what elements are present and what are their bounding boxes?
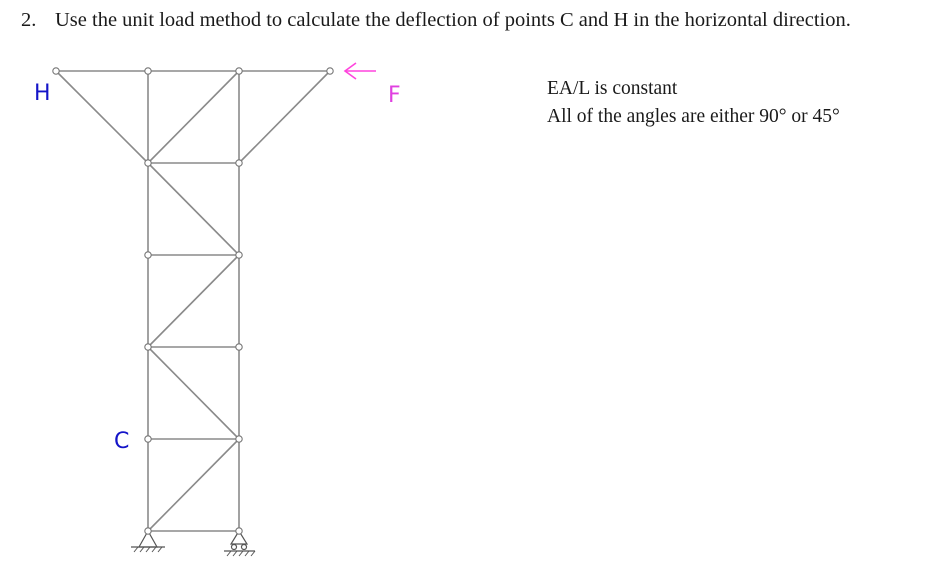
member-diag-1 [148,163,239,255]
member-diag-top-mid [148,71,239,163]
problem-number: 2. [21,9,37,31]
joint-load [327,68,333,74]
member-diag-h [56,71,148,163]
problem-text: Use the unit load method to calculate the deflection of points C and H in the horizontal direction. [55,9,851,31]
note-angles: All of the angles are either 90° or 45° [547,106,840,127]
member-diag-3 [148,347,239,439]
joint [236,344,242,350]
joint [145,344,151,350]
label-c: C [114,429,130,454]
joint-h [53,68,59,74]
label-f: F [388,83,401,108]
joint [145,68,151,74]
joint [236,528,242,534]
truss-members [56,71,330,531]
joint [236,68,242,74]
member-diag-2 [148,255,239,347]
member-diag-f [239,71,330,163]
note-ea-l: EA/L is constant [547,78,678,99]
joint [145,160,151,166]
roller-support-right [224,531,255,556]
joint [145,528,151,534]
joint [236,252,242,258]
member-diag-4 [148,439,239,531]
label-h: H [34,81,51,106]
load-arrow [345,63,376,79]
joint-c [145,436,151,442]
joint [145,252,151,258]
joint [236,436,242,442]
joint [236,160,242,166]
